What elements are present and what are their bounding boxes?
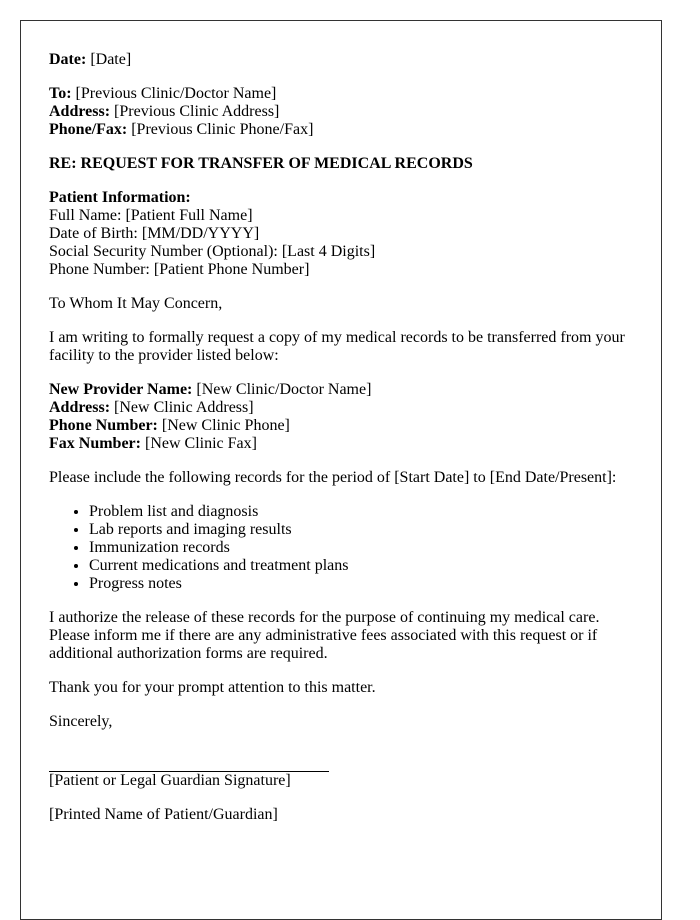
new-provider-phone-label: Phone Number: <box>49 417 158 434</box>
intro-paragraph: I am writing to formally request a copy of my medical records to be transferred from your facility to the provider listed below: <box>49 329 625 364</box>
new-provider-fax-label: Fax Number: <box>49 435 141 452</box>
to-value: [Previous Clinic/Doctor Name] <box>75 85 277 102</box>
new-provider-block <box>49 381 633 453</box>
date-line <box>49 51 633 69</box>
records-intro: Please include the following records for the period of [Start Date] to [End Date/Present]: <box>49 469 617 486</box>
signature-line <box>49 747 329 772</box>
patient-info-block <box>49 189 633 279</box>
new-provider-fax-value: [New Clinic Fax] <box>144 435 257 452</box>
recipient-phone-fax-label: Phone/Fax: <box>49 121 128 138</box>
new-provider-phone-value: [New Clinic Phone] <box>161 417 290 434</box>
authorization-paragraph: I authorize the release of these records for the purpose of continuing my medical care. Please inform me if there are any administrative fees associated with this request or if additional authorization forms are required. <box>49 609 600 662</box>
to-label: To: <box>49 85 72 102</box>
new-provider-name-label: New Provider Name: <box>49 381 193 398</box>
records-list-item: • Immunization records <box>89 539 633 557</box>
subject-text: RE: REQUEST FOR TRANSFER OF MEDICAL RECORDS <box>49 155 473 172</box>
closing: Sincerely, <box>49 713 113 730</box>
patient-info-heading: Patient Information: <box>49 189 191 206</box>
records-list <box>49 503 633 593</box>
recipient-block <box>49 85 633 139</box>
recipient-phone-fax-value: [Previous Clinic Phone/Fax] <box>131 121 314 138</box>
new-provider-address-label: Address: <box>49 399 111 416</box>
records-list-item: • Current medications and treatment plans <box>89 557 633 575</box>
salutation: To Whom It May Concern, <box>49 295 223 312</box>
date-label: Date: <box>49 51 87 68</box>
subject-line <box>49 155 633 173</box>
signature-block <box>49 747 633 824</box>
new-provider-address-value: [New Clinic Address] <box>114 399 254 416</box>
records-list-item: • Progress notes <box>89 575 633 593</box>
signature-label: [Patient or Legal Guardian Signature] <box>49 772 291 789</box>
records-list-item: • Problem list and diagnosis <box>89 503 633 521</box>
recipient-address-value: [Previous Clinic Address] <box>114 103 280 120</box>
date-value: [Date] <box>90 51 132 68</box>
patient-ssn: Social Security Number (Optional): [Last 4 Digits] <box>49 243 376 260</box>
thanks-paragraph: Thank you for your prompt attention to this matter. <box>49 679 376 696</box>
recipient-address-label: Address: <box>49 103 111 120</box>
document-viewport <box>20 20 662 823</box>
patient-full-name: Full Name: [Patient Full Name] <box>49 207 253 224</box>
patient-dob: Date of Birth: [MM/DD/YYYY] <box>49 225 260 242</box>
patient-phone: Phone Number: [Patient Phone Number] <box>49 261 310 278</box>
new-provider-name-value: [New Clinic/Doctor Name] <box>196 381 372 398</box>
printed-name-label: [Printed Name of Patient/Guardian] <box>49 806 278 823</box>
records-list-item: • Lab reports and imaging results <box>89 521 633 539</box>
letter-document <box>20 20 662 920</box>
